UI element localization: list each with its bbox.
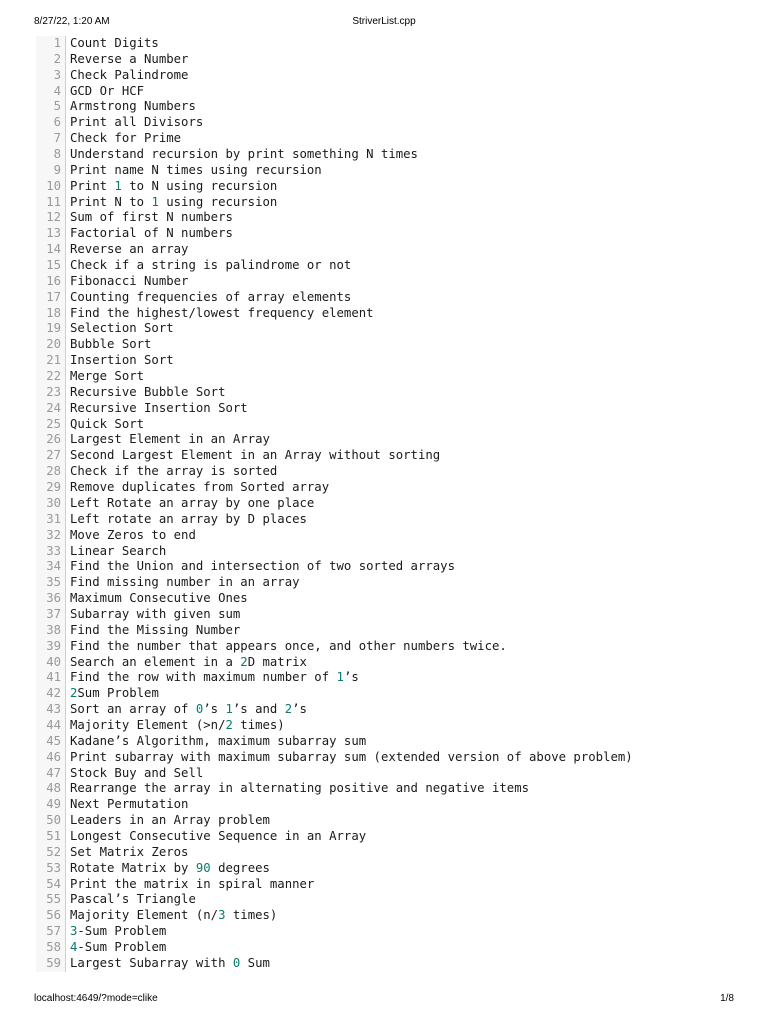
line-number: 19 — [36, 321, 66, 337]
line-number: 34 — [36, 559, 66, 575]
line-number: 33 — [36, 544, 66, 560]
code-line — [36, 337, 736, 353]
line-text: 4-Sum Problem — [70, 939, 167, 954]
line-text: 3-Sum Problem — [70, 924, 167, 939]
line-text: Next Permutation — [70, 797, 189, 812]
line-text: Left Rotate an array by one place — [70, 495, 315, 510]
line-text: Recursive Bubble Sort — [70, 384, 226, 399]
code-line — [36, 813, 736, 829]
line-text: Subarray with given sum — [70, 606, 241, 621]
line-number: 30 — [36, 496, 66, 512]
code-line — [36, 877, 736, 893]
line-text: Second Largest Element in an Array without sorting — [70, 448, 441, 463]
line-number: 46 — [36, 750, 66, 766]
line-number: 51 — [36, 829, 66, 845]
code-line — [36, 670, 736, 686]
code-line — [36, 845, 736, 861]
line-text: Longest Consecutive Sequence in an Array — [70, 828, 367, 843]
line-text: Majority Element (n/3 times) — [70, 908, 278, 923]
number-literal: 90 — [195, 860, 211, 875]
line-number: 4 — [36, 84, 66, 100]
line-text: Kadane’s Algorithm, maximum subarray sum — [70, 733, 367, 748]
line-number: 8 — [36, 147, 66, 163]
code-line — [36, 147, 736, 163]
line-text: Print all Divisors — [70, 115, 204, 130]
number-literal: 2 — [284, 702, 293, 717]
line-text: Find the Missing Number — [70, 622, 241, 637]
file-title: StriverList.cpp — [352, 16, 416, 27]
line-text: Find the row with maximum number of 1’s — [70, 670, 359, 685]
line-number: 9 — [36, 163, 66, 179]
line-number: 17 — [36, 290, 66, 306]
code-line — [36, 956, 736, 972]
line-text: Sort an array of 0’s 1’s and 2’s — [70, 702, 307, 717]
line-text: Sum of first N numbers — [70, 210, 233, 225]
line-text: Find missing number in an array — [70, 575, 300, 590]
line-text: Remove duplicates from Sorted array — [70, 480, 330, 495]
number-literal: 1 — [225, 702, 233, 717]
line-number: 20 — [36, 337, 66, 353]
code-line — [36, 797, 736, 813]
code-line — [36, 353, 736, 369]
line-text: Set Matrix Zeros — [70, 844, 189, 859]
code-line — [36, 321, 736, 337]
code-listing — [36, 36, 736, 972]
code-line — [36, 528, 736, 544]
line-number: 58 — [36, 940, 66, 956]
code-line — [36, 686, 736, 702]
code-line — [36, 210, 736, 226]
line-text: Print N to 1 using recursion — [70, 194, 278, 209]
line-text: Find the number that appears once, and other numbers twice. — [70, 638, 507, 653]
code-line — [36, 36, 736, 52]
number-literal: 0 — [232, 955, 241, 970]
line-text: Print subarray with maximum subarray sum (extended version of above problem) — [70, 749, 633, 764]
code-line — [36, 607, 736, 623]
code-line — [36, 480, 736, 496]
line-number: 2 — [36, 52, 66, 68]
line-text: Rotate Matrix by 90 degrees — [70, 860, 270, 875]
code-line — [36, 702, 736, 718]
print-header — [34, 16, 734, 30]
line-text: Check if the array is sorted — [70, 464, 278, 479]
code-line — [36, 591, 736, 607]
line-text: Reverse a Number — [70, 51, 189, 66]
code-line — [36, 401, 736, 417]
line-number: 14 — [36, 242, 66, 258]
line-text: Quick Sort — [70, 416, 145, 431]
code-line — [36, 258, 736, 274]
code-line — [36, 242, 736, 258]
line-number: 48 — [36, 781, 66, 797]
code-line — [36, 417, 736, 433]
line-number: 45 — [36, 734, 66, 750]
code-line — [36, 559, 736, 575]
line-text: Check if a string is palindrome or not — [70, 258, 352, 273]
line-text: Print the matrix in spiral manner — [70, 876, 315, 891]
number-literal: 3 — [70, 924, 78, 939]
line-number: 59 — [36, 956, 66, 972]
line-number: 56 — [36, 908, 66, 924]
code-line — [36, 432, 736, 448]
number-literal: 1 — [114, 178, 122, 193]
line-text: Rearrange the array in alternating positive and negative items — [70, 781, 530, 796]
code-line — [36, 512, 736, 528]
code-line — [36, 544, 736, 560]
line-number: 13 — [36, 226, 66, 242]
line-text: Pascal’s Triangle — [70, 892, 196, 907]
line-text: Leaders in an Array problem — [70, 813, 270, 828]
page-number: 1/8 — [720, 993, 734, 1004]
line-text: Maximum Consecutive Ones — [70, 591, 248, 606]
line-number: 40 — [36, 655, 66, 671]
line-text: Largest Element in an Array — [70, 432, 270, 447]
line-text: Search an element in a 2D matrix — [70, 654, 307, 669]
line-text: Counting frequencies of array elements — [70, 289, 352, 304]
line-number: 37 — [36, 607, 66, 623]
line-number: 31 — [36, 512, 66, 528]
code-line — [36, 52, 736, 68]
number-literal: 1 — [151, 194, 159, 209]
code-line — [36, 306, 736, 322]
line-text: Left rotate an array by D places — [70, 511, 307, 526]
line-number: 57 — [36, 924, 66, 940]
line-number: 24 — [36, 401, 66, 417]
line-number: 42 — [36, 686, 66, 702]
page-url: localhost:4649/?mode=clike — [34, 993, 158, 1004]
line-number: 12 — [36, 210, 66, 226]
code-line — [36, 464, 736, 480]
line-text: Find the highest/lowest frequency element — [70, 305, 374, 320]
code-line — [36, 385, 736, 401]
code-line — [36, 829, 736, 845]
print-footer — [34, 993, 734, 1007]
line-number: 36 — [36, 591, 66, 607]
line-number: 21 — [36, 353, 66, 369]
line-text: Understand recursion by print something N times — [70, 147, 418, 162]
code-line — [36, 734, 736, 750]
line-text: 2Sum Problem — [70, 686, 159, 701]
code-line — [36, 179, 736, 195]
line-number: 55 — [36, 892, 66, 908]
line-text: Insertion Sort — [70, 353, 174, 368]
line-text: Move Zeros to end — [70, 527, 196, 542]
line-number: 15 — [36, 258, 66, 274]
print-timestamp: 8/27/22, 1:20 AM — [34, 16, 110, 27]
code-line — [36, 861, 736, 877]
line-text: Reverse an array — [70, 242, 189, 257]
number-literal: 2 — [240, 654, 248, 669]
line-number: 35 — [36, 575, 66, 591]
line-text: Print 1 to N using recursion — [70, 178, 278, 193]
code-line — [36, 131, 736, 147]
line-text: Factorial of N numbers — [70, 226, 233, 241]
line-number: 32 — [36, 528, 66, 544]
line-number: 39 — [36, 639, 66, 655]
line-number: 5 — [36, 99, 66, 115]
line-text: Stock Buy and Sell — [70, 765, 204, 780]
number-literal: 2 — [225, 717, 233, 732]
line-text: Check for Prime — [70, 131, 182, 146]
line-text: Bubble Sort — [70, 337, 152, 352]
line-text: Find the Union and intersection of two sorted arrays — [70, 559, 455, 574]
code-line — [36, 639, 736, 655]
code-line — [36, 908, 736, 924]
code-line — [36, 99, 736, 115]
code-line — [36, 290, 736, 306]
line-number: 53 — [36, 861, 66, 877]
code-line — [36, 781, 736, 797]
line-number: 11 — [36, 195, 66, 211]
code-line — [36, 750, 736, 766]
line-text: Count Digits — [70, 36, 159, 50]
line-number: 16 — [36, 274, 66, 290]
line-number: 49 — [36, 797, 66, 813]
line-number: 26 — [36, 432, 66, 448]
line-number: 1 — [36, 36, 66, 52]
code-line — [36, 115, 736, 131]
line-text: Check Palindrome — [70, 67, 189, 82]
code-line — [36, 369, 736, 385]
code-line — [36, 766, 736, 782]
line-number: 28 — [36, 464, 66, 480]
line-number: 27 — [36, 448, 66, 464]
line-number: 44 — [36, 718, 66, 734]
number-literal: 4 — [70, 939, 78, 954]
line-number: 23 — [36, 385, 66, 401]
line-number: 54 — [36, 877, 66, 893]
line-text: Selection Sort — [70, 321, 174, 336]
line-number: 3 — [36, 68, 66, 84]
code-line — [36, 924, 736, 940]
line-number: 7 — [36, 131, 66, 147]
line-number: 47 — [36, 766, 66, 782]
code-line — [36, 274, 736, 290]
code-line — [36, 623, 736, 639]
number-literal: 0 — [195, 702, 204, 717]
line-number: 6 — [36, 115, 66, 131]
code-line — [36, 718, 736, 734]
line-number: 38 — [36, 623, 66, 639]
line-text: Majority Element (>n/2 times) — [70, 717, 285, 732]
line-text: Recursive Insertion Sort — [70, 400, 248, 415]
code-line — [36, 496, 736, 512]
code-line — [36, 940, 736, 956]
code-line — [36, 226, 736, 242]
line-number: 10 — [36, 179, 66, 195]
code-line — [36, 195, 736, 211]
code-line — [36, 448, 736, 464]
line-number: 52 — [36, 845, 66, 861]
number-literal: 1 — [336, 670, 344, 685]
line-text: Print name N times using recursion — [70, 162, 322, 177]
line-number: 22 — [36, 369, 66, 385]
number-literal: 3 — [218, 908, 226, 923]
line-text: Largest Subarray with 0 Sum — [70, 955, 270, 970]
line-number: 25 — [36, 417, 66, 433]
line-text: GCD Or HCF — [70, 83, 145, 98]
line-text: Merge Sort — [70, 369, 145, 384]
line-number: 41 — [36, 670, 66, 686]
code-line — [36, 68, 736, 84]
code-line — [36, 655, 736, 671]
line-text: Linear Search — [70, 543, 167, 558]
code-line — [36, 84, 736, 100]
number-literal: 2 — [70, 686, 78, 701]
line-number: 50 — [36, 813, 66, 829]
line-text: Fibonacci Number — [70, 273, 189, 288]
code-line — [36, 892, 736, 908]
line-number: 43 — [36, 702, 66, 718]
line-text: Armstrong Numbers — [70, 99, 196, 114]
line-number: 29 — [36, 480, 66, 496]
line-number: 18 — [36, 306, 66, 322]
code-line — [36, 163, 736, 179]
code-line — [36, 575, 736, 591]
